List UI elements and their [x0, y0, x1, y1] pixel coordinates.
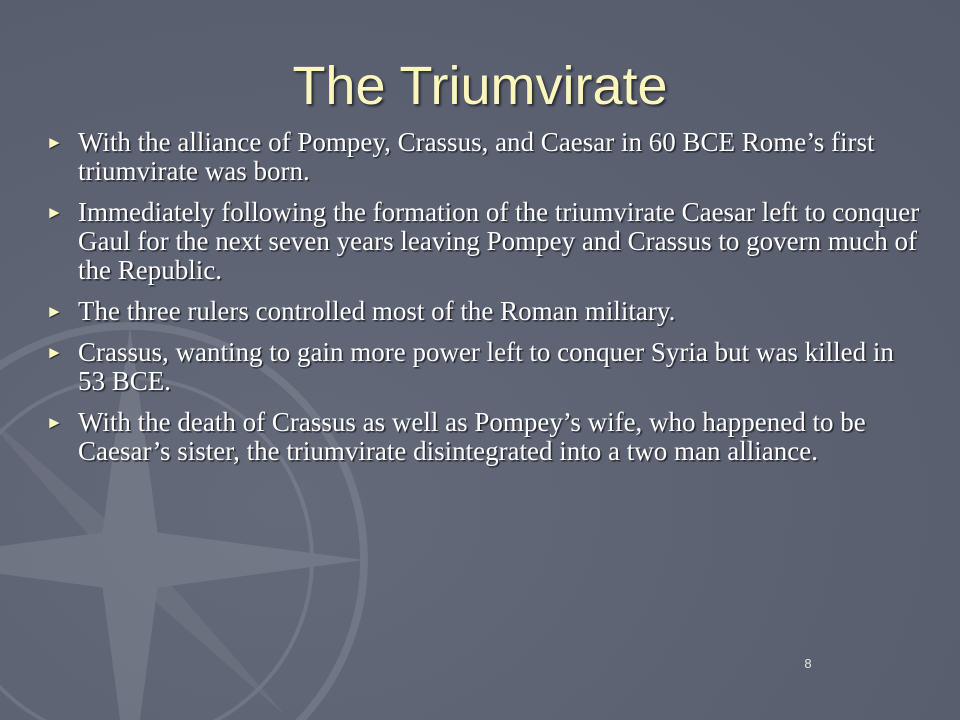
- bullet-item: [44, 128, 924, 186]
- bullet-arrow-icon: ►: [46, 413, 63, 432]
- bullet-arrow-icon: ►: [46, 302, 63, 321]
- bullet-item: [44, 297, 924, 326]
- bullet-text: Immediately following the formation of the triumvirate Caesar left to conquer Gaul for the next seven years leaving Pompey and Crassus to govern much of the Republic.: [78, 197, 920, 285]
- slide-title: The Triumvirate: [292, 56, 668, 116]
- bullet-arrow-icon: ►: [46, 343, 63, 362]
- bullet-item: [44, 338, 924, 396]
- bullet-text: With the death of Crassus as well as Pompey’s wife, who happened to be Caesar’s sister, the triumvirate disintegrated into a two man alliance.: [78, 407, 866, 466]
- bullet-arrow-icon: ►: [46, 203, 63, 222]
- bullet-text: With the alliance of Pompey, Crassus, and Caesar in 60 BCE Rome’s first triumvirate was born.: [78, 127, 875, 186]
- bullet-text: The three rulers controlled most of the Roman military.: [78, 296, 676, 326]
- bullet-item: [44, 408, 924, 466]
- page-number: 8: [804, 656, 812, 671]
- bullet-list: [44, 128, 924, 478]
- bullet-text: Crassus, wanting to gain more power left to conquer Syria but was killed in 53 BCE.: [78, 337, 894, 396]
- bullet-item: [44, 198, 924, 285]
- bullet-arrow-icon: ►: [46, 133, 63, 152]
